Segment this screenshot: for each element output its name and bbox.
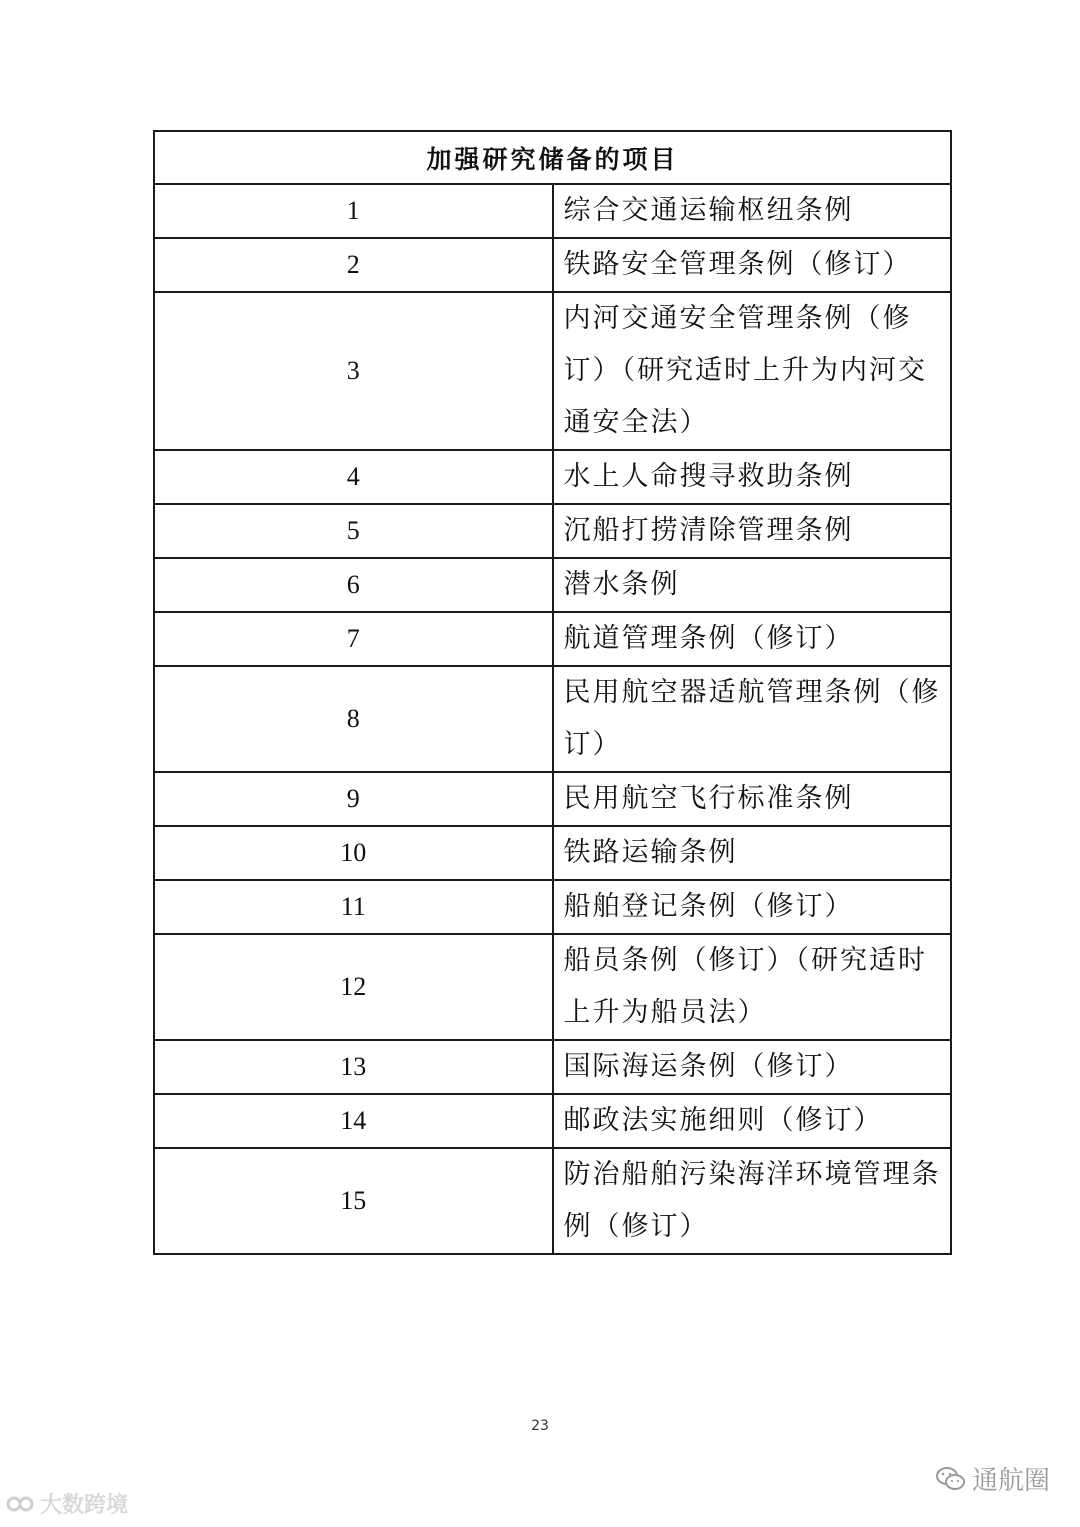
regulation-name: 潜水条例 (553, 558, 952, 612)
table-row (154, 934, 951, 1040)
table-row (154, 826, 951, 880)
regulation-name: 水上人命搜寻救助条例 (553, 450, 952, 504)
row-number: 13 (154, 1040, 553, 1094)
table-row (154, 184, 951, 238)
watermark-left (6, 1488, 128, 1519)
table-row (154, 1094, 951, 1148)
regulation-name: 铁路运输条例 (553, 826, 952, 880)
table-row (154, 238, 951, 292)
row-number: 14 (154, 1094, 553, 1148)
table-row (154, 558, 951, 612)
table-title: 加强研究储备的项目 (154, 131, 951, 184)
regulation-name: 综合交通运输枢纽条例 (553, 184, 952, 238)
watermark-left-text: 大数跨境 (40, 1493, 129, 1518)
row-number: 3 (154, 292, 553, 450)
regulation-name: 沉船打捞清除管理条例 (553, 504, 952, 558)
row-number: 9 (154, 772, 553, 826)
table-row (154, 880, 951, 934)
regulation-name: 航道管理条例（修订） (553, 612, 952, 666)
table-row (154, 666, 951, 772)
watermark-right-text: 通航圈 (971, 1466, 1050, 1496)
regulation-name: 防治船舶污染海洋环境管理条例（修订） (553, 1148, 952, 1254)
table-row (154, 450, 951, 504)
regulation-name: 内河交通安全管理条例（修订）（研究适时上升为内河交通安全法） (553, 292, 952, 450)
table-row (154, 612, 951, 666)
regulation-name: 船员条例（修订）（研究适时上升为船员法） (553, 934, 952, 1040)
regulation-name: 民用航空器适航管理条例（修订） (553, 666, 952, 772)
regulation-name: 铁路安全管理条例（修订） (553, 238, 952, 292)
projects-table (153, 130, 952, 1255)
table-row (154, 504, 951, 558)
watermark-right (936, 1460, 1050, 1497)
table-row (154, 772, 951, 826)
regulation-name: 国际海运条例（修订） (553, 1040, 952, 1094)
row-number: 15 (154, 1148, 553, 1254)
row-number: 8 (154, 666, 553, 772)
row-number: 7 (154, 612, 553, 666)
regulation-name: 船舶登记条例（修订） (553, 880, 952, 934)
row-number: 1 (154, 184, 553, 238)
logo-icon (6, 1493, 36, 1515)
table-header-row (154, 131, 951, 184)
row-number: 6 (154, 558, 553, 612)
table-row (154, 292, 951, 450)
row-number: 11 (154, 880, 553, 934)
table-row (154, 1040, 951, 1094)
row-number: 2 (154, 238, 553, 292)
row-number: 5 (154, 504, 553, 558)
wechat-icon (936, 1466, 966, 1492)
regulation-name: 邮政法实施细则（修订） (553, 1094, 952, 1148)
row-number: 10 (154, 826, 553, 880)
regulation-name: 民用航空飞行标准条例 (553, 772, 952, 826)
row-number: 12 (154, 934, 553, 1040)
page-number: 23 (531, 1418, 549, 1434)
row-number: 4 (154, 450, 553, 504)
table-row (154, 1148, 951, 1254)
